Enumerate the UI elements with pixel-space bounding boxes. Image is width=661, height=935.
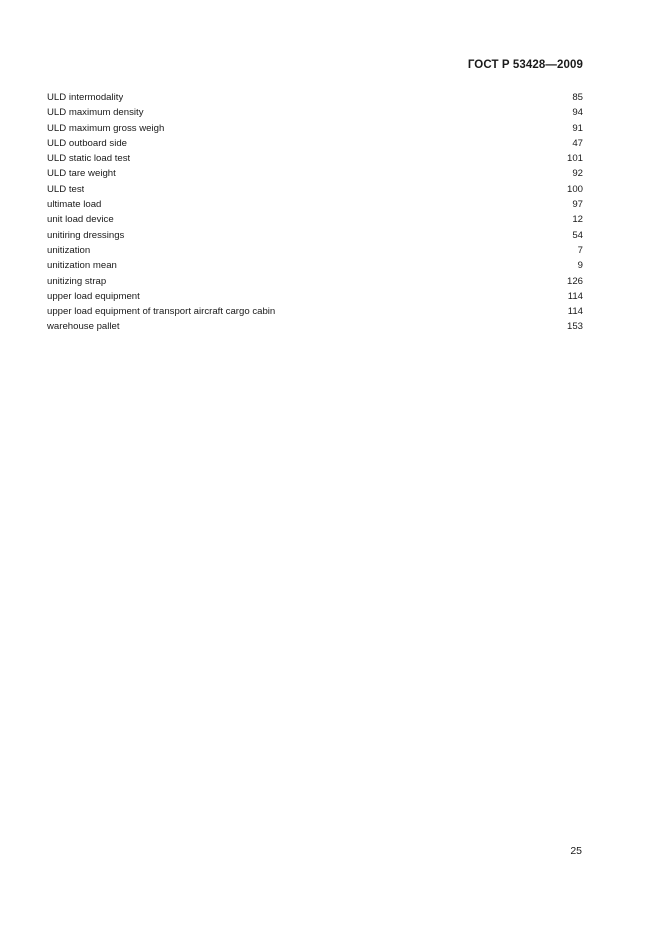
index-entry bbox=[47, 274, 583, 289]
index-page-ref: 91 bbox=[572, 122, 583, 134]
index-term: ULD intermodality bbox=[47, 92, 124, 103]
index-entry bbox=[47, 319, 583, 334]
alphabetical-index bbox=[47, 90, 583, 335]
index-term: ULD static load test bbox=[47, 153, 131, 165]
index-term: ULD tare weight bbox=[47, 168, 116, 180]
page-number: 25 bbox=[570, 845, 582, 857]
index-term: ULD outboard side bbox=[47, 137, 127, 149]
index-page-ref: 85 bbox=[572, 92, 583, 103]
index-entry bbox=[47, 197, 583, 212]
index-entry bbox=[47, 182, 583, 197]
index-entry bbox=[47, 212, 583, 227]
index-entry bbox=[47, 304, 583, 319]
index-page-ref: 7 bbox=[577, 244, 583, 256]
index-page-ref: 114 bbox=[567, 290, 583, 302]
index-term: unitization mean bbox=[47, 260, 117, 272]
index-term: upper load equipment bbox=[47, 290, 140, 302]
index-page-ref: 126 bbox=[566, 275, 583, 287]
index-entry bbox=[47, 258, 583, 273]
index-entry bbox=[47, 289, 583, 304]
index-term: ULD maximum gross weigh bbox=[47, 122, 165, 134]
index-entry bbox=[47, 90, 583, 105]
index-entry bbox=[47, 166, 583, 181]
index-page-ref: 47 bbox=[572, 137, 583, 149]
index-term: unitizing strap bbox=[47, 275, 107, 287]
index-term: upper load equipment of transport aircraft cargo cabin bbox=[47, 306, 276, 318]
index-page-ref: 12 bbox=[572, 214, 583, 226]
document-standard-id: ГОСТ Р 53428—2009 bbox=[467, 59, 583, 71]
index-entry bbox=[47, 151, 583, 166]
index-term: unitiring dressings bbox=[47, 229, 125, 241]
index-page-ref: 101 bbox=[566, 153, 583, 165]
index-page-ref: 9 bbox=[577, 260, 583, 272]
index-page-ref: 100 bbox=[566, 183, 583, 195]
index-page-ref: 94 bbox=[572, 107, 583, 119]
index-entry bbox=[47, 121, 583, 136]
index-page-ref: 54 bbox=[572, 229, 583, 241]
index-entry bbox=[47, 243, 583, 258]
index-entry bbox=[47, 105, 583, 120]
index-page-ref: 153 bbox=[566, 321, 583, 333]
index-term: warehouse pallet bbox=[47, 321, 120, 333]
index-entry bbox=[47, 136, 583, 151]
index-page-ref: 114 bbox=[567, 306, 583, 318]
index-term: ULD test bbox=[47, 183, 85, 195]
index-term: ultimate load bbox=[47, 199, 102, 211]
index-page-ref: 92 bbox=[572, 168, 583, 180]
index-term: unitization bbox=[47, 244, 91, 256]
index-entry bbox=[47, 228, 583, 243]
index-term: unit load device bbox=[47, 214, 114, 226]
index-term: ULD maximum density bbox=[47, 107, 144, 119]
index-page-ref: 97 bbox=[572, 199, 583, 211]
